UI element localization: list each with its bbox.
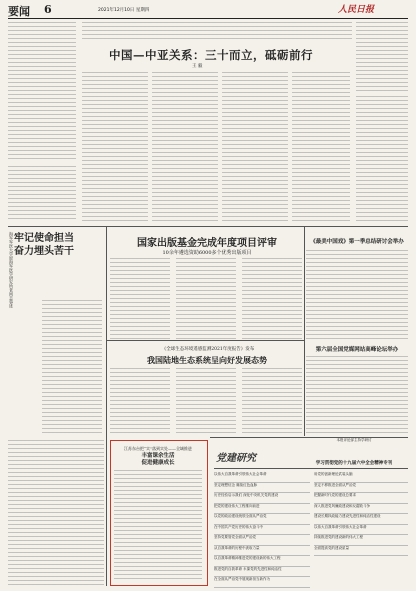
box-headline-line: 促进健康成长	[141, 460, 175, 466]
column-text	[82, 72, 148, 222]
column-text	[356, 96, 408, 222]
study-list-item: 全面提高党的建设质量	[314, 546, 408, 557]
column-text	[356, 22, 408, 92]
study-intro: 本报评论部主持学研讨	[336, 438, 372, 442]
divider	[304, 226, 305, 436]
study-list-item: 历史经验启示我们 深化中央机关党的建设	[214, 493, 310, 504]
column-text	[42, 300, 102, 435]
column-text	[176, 258, 236, 340]
masthead-logo: 人民日报	[338, 5, 375, 15]
divider	[106, 226, 107, 586]
box-headline-line: 丰富课余生活	[141, 453, 175, 459]
study-list-item: 建设长期执政能力建设先进性和纯洁性建设	[314, 514, 408, 525]
study-list-item: 推进党的自我革命 永葆党的先进性和纯洁性	[214, 567, 310, 578]
study-list-item: 以党的政治建设统领全面从严治党	[214, 514, 310, 525]
study-list-item: 以自我革命精神推进党的建设新的伟大工程	[214, 556, 310, 567]
divider	[214, 468, 408, 469]
side-headline-line: 奋力埋头苦干	[14, 245, 74, 257]
issue-date: 2021年12月10日 星期四	[98, 8, 150, 13]
column-text	[242, 368, 302, 434]
column-text	[242, 258, 302, 340]
section-name: 要闻	[8, 5, 30, 18]
study-list-item: 坚定理想信念 赓续红色血脉	[214, 483, 310, 494]
divider	[106, 340, 304, 341]
study-list-right	[314, 472, 408, 556]
column-text	[110, 368, 170, 434]
study-list-item: 坚定不移推进全面从严治党	[314, 483, 408, 494]
page-number: 6	[44, 3, 52, 16]
study-list-item: 把党的建设伟大工程推向前进	[214, 504, 310, 515]
study-list-left	[214, 472, 310, 588]
right-headline-1: 《最美中国戏》第一季总结研讨会举办	[310, 239, 404, 245]
study-list-item: 持续推进党的建设新的伟大工程	[314, 535, 408, 546]
study-list-item: 在中国共产党历史的伟大奋斗中	[214, 525, 310, 536]
study-list-item: 从自我革命的历程中汲取力量	[214, 546, 310, 557]
side-headline-line: 牢记使命担当	[14, 233, 74, 244]
lead-byline: 王 毅	[192, 64, 203, 69]
column-text	[306, 250, 408, 340]
study-list-item: 坚持党要管党全面从严治党	[214, 535, 310, 546]
study-title: 学习贯彻党的十九届六中全会精神专刊	[315, 461, 393, 466]
column-text	[306, 356, 408, 434]
column-text	[292, 72, 350, 222]
divider	[8, 226, 408, 227]
study-logo: 党建研究	[216, 453, 256, 464]
side-headline	[14, 233, 76, 258]
eco-headline: 我国陆地生态系统呈向好发展态势	[147, 355, 267, 365]
column-text	[82, 22, 352, 42]
box-kicker: 江苏东台把“实”落到实处——全域推进	[123, 446, 193, 451]
study-list-item: 以伟大自我革命引领伟大社会革命	[214, 472, 310, 483]
column-text	[8, 166, 76, 221]
study-list-item: 深入推进党风廉政建设和反腐败斗争	[314, 504, 408, 515]
column-text	[152, 72, 218, 222]
column-text	[110, 258, 170, 340]
study-list-item: 在全面从严治党中展现新担当新作为	[214, 577, 310, 588]
right-headline-2: 第六届全国党媒网站高峰论坛举办	[315, 347, 399, 353]
column-text	[222, 72, 288, 222]
box-headline	[114, 453, 202, 467]
eco-kicker: 《全球生态环境遥感监测2021年度报告》发布	[161, 347, 255, 352]
fund-headline: 国家出版基金完成年度项目评审	[137, 238, 277, 249]
lead-headline: 中国—中亚关系：三十而立，砥砺前行	[109, 48, 313, 62]
side-kicker: 海军军医大学原海军医学研究所老同志事迹	[9, 232, 14, 308]
column-text	[8, 22, 76, 162]
column-text	[8, 440, 104, 585]
study-list-item: 用党的创新理论武装头脑	[314, 472, 408, 483]
study-list-item: 以伟大自我革命引领伟大社会革命	[314, 525, 408, 536]
column-text	[176, 368, 236, 434]
study-list-item: 把握新时代党的建设总要求	[314, 493, 408, 504]
fund-subtitle: 10余年遴选资助6000多个优秀出版项目	[162, 250, 252, 256]
